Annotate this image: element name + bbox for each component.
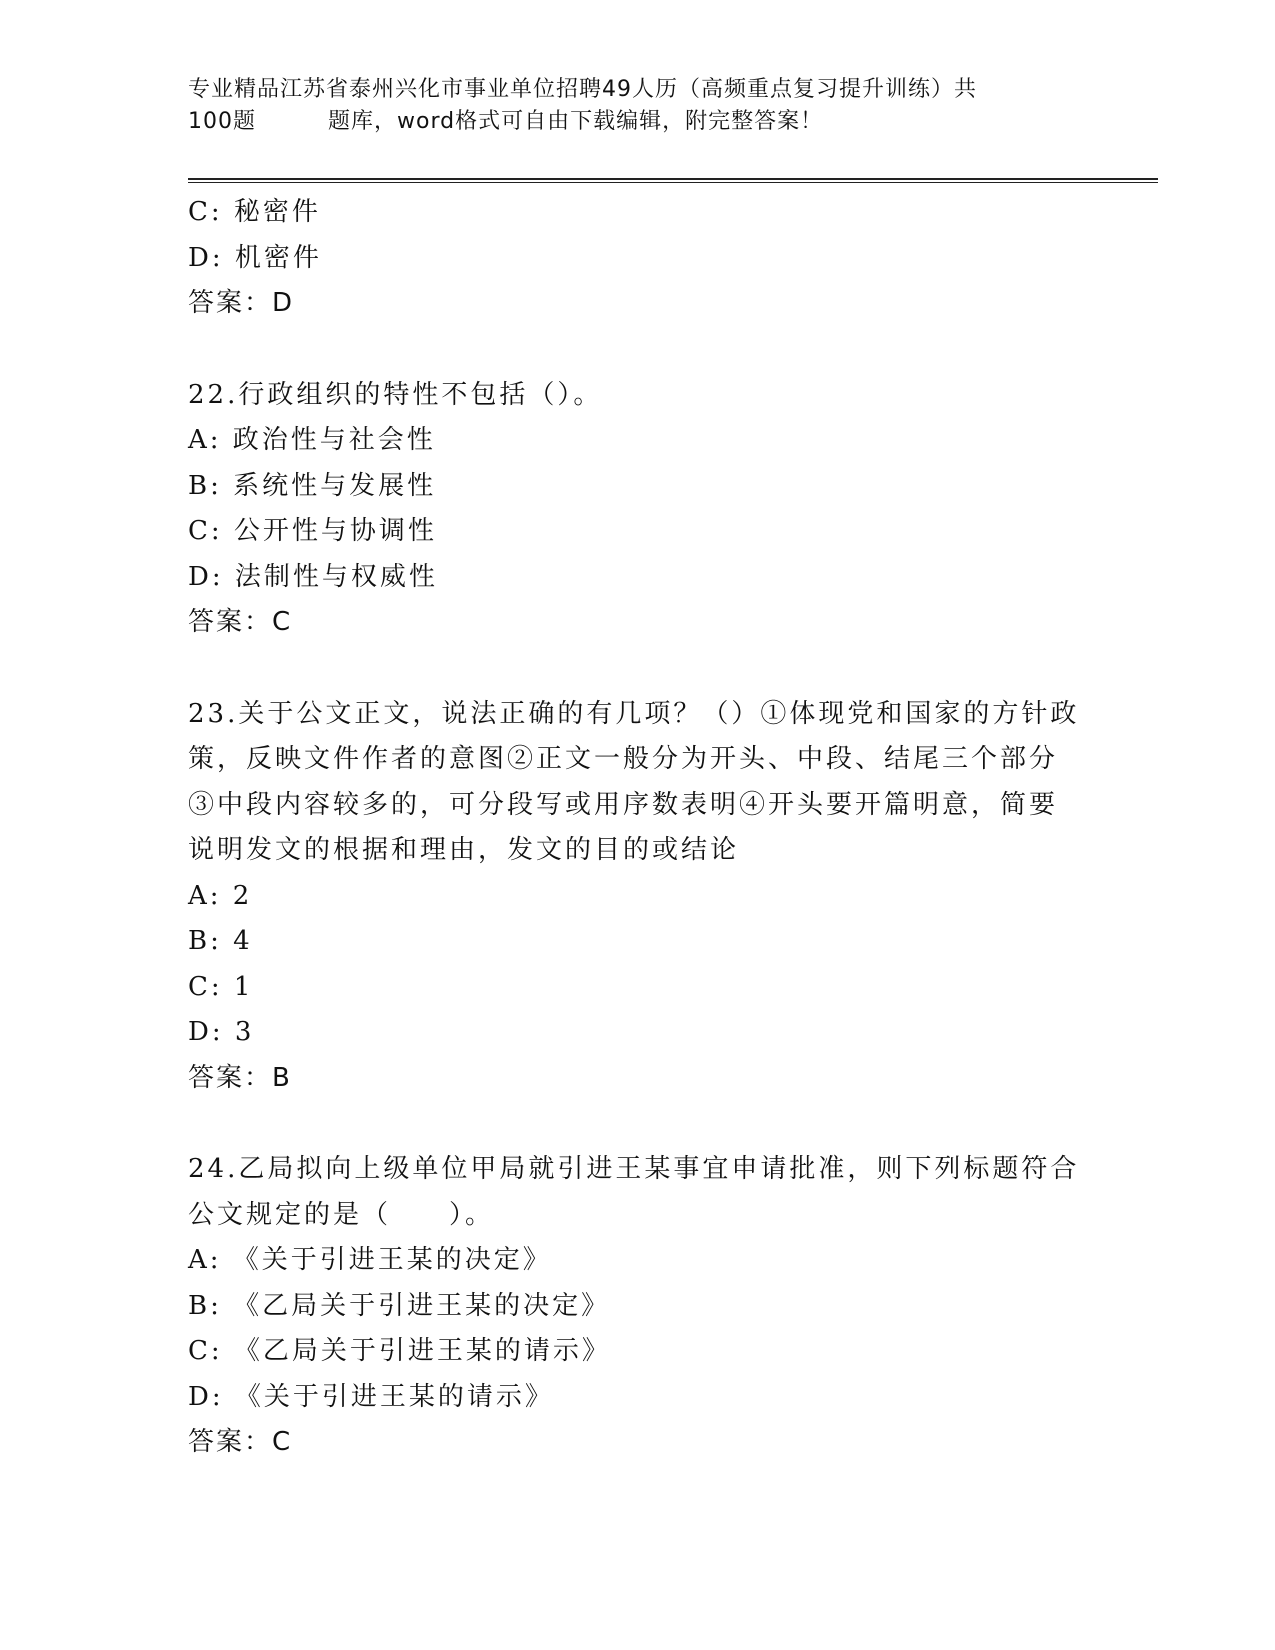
header-question-count: 100题 (188, 109, 256, 134)
question-24-option-a: A: 《关于引进王某的决定》 (188, 1245, 552, 1275)
question-24-stem (188, 1147, 1088, 1238)
question-23-stem (188, 692, 1088, 874)
question-23-answer: 答案：B (188, 1062, 292, 1093)
question-22-option-a: A: 政治性与社会性 (188, 425, 436, 455)
question-24-stem-line: 24.乙局拟向上级单位甲局就引进王某事宜申请批准，则下列标题符合 (188, 1154, 1080, 1184)
question-22-option-b: B: 系统性与发展性 (188, 470, 437, 501)
question-24-answer: 答案：C (188, 1427, 293, 1457)
option-c: C: 秘密件 (188, 197, 321, 227)
question-23-option-b: B: 4 (188, 926, 253, 956)
answer-line: 答案：D (188, 288, 295, 318)
header-divider-thin (188, 182, 1158, 183)
question-22-option-d: D: 法制性与权威性 (188, 561, 438, 592)
option-d: D: 机密件 (188, 242, 322, 273)
question-24-option-d: D: 《关于引进王某的请示》 (188, 1381, 554, 1412)
page-header (188, 74, 1068, 138)
question-24-stem-line: 公文规定的是（ ）。 (188, 1199, 495, 1230)
question-22-option-c: C: 公开性与协调性 (188, 516, 437, 546)
question-23-option-c: C: 1 (188, 971, 254, 1002)
question-22-stem: 22.行政组织的特性不包括（）。 (188, 379, 603, 410)
question-23-stem-line: 策，反映文件作者的意图②正文一般分为开头、中段、结尾三个部分 (188, 744, 1059, 774)
question-23-stem-line: 23.关于公文正文，说法正确的有几项？（）①体现党和国家的方针政 (188, 698, 1080, 729)
header-divider-thick (188, 178, 1158, 180)
question-content (188, 190, 1088, 1466)
header-title-line-2 (188, 106, 1068, 138)
question-23-stem-line: ③中段内容较多的，可分段写或用序数表明④开头要开篇明意，简要 (188, 789, 1059, 820)
header-title-line-1: 专业精品江苏省泰州兴化市事业单位招聘49人历（高频重点复习提升训练）共 (188, 77, 977, 102)
question-24-option-c: C: 《乙局关于引进王某的请示》 (188, 1336, 611, 1366)
question-22-answer: 答案：C (188, 607, 293, 637)
question-23-stem-line: 说明发文的根据和理由，发文的目的或结论 (188, 835, 740, 865)
question-23-option-a: A: 2 (188, 880, 253, 911)
question-23-option-d: D: 3 (188, 1017, 255, 1047)
question-24-option-b: B: 《乙局关于引进王某的决定》 (188, 1290, 611, 1321)
header-description: 题库，word格式可自由下载编辑，附完整答案！ (328, 109, 824, 134)
